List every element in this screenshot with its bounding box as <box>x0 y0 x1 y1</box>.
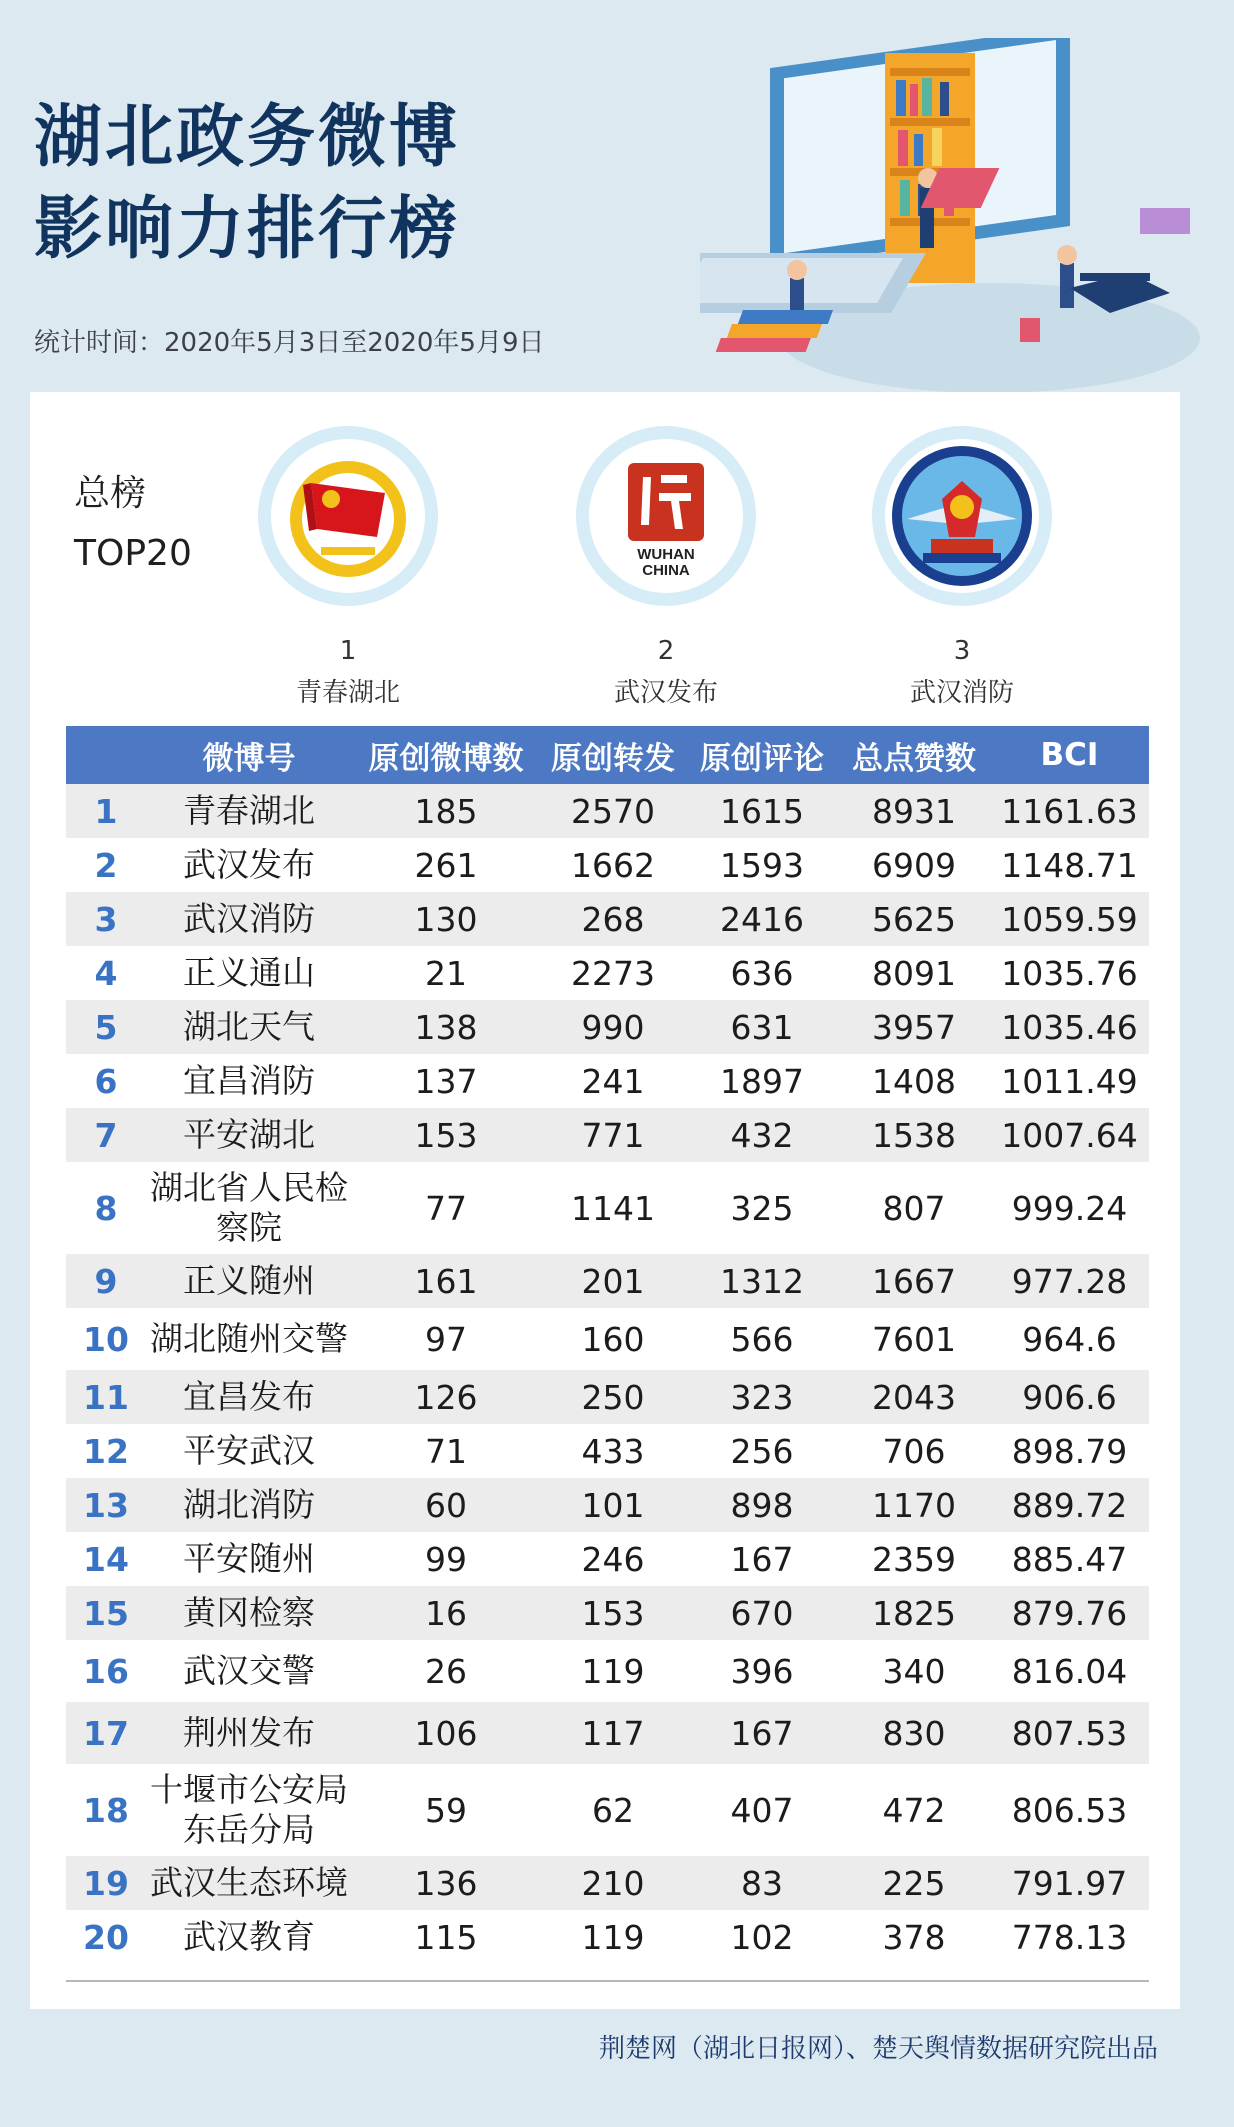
bci-cell: 964.6 <box>1022 1319 1117 1359</box>
logo-ring <box>872 426 1052 606</box>
bci-cell: 885.47 <box>1011 1539 1128 1579</box>
original-reposts-cell: 201 <box>581 1261 645 1301</box>
col-header-total-likes: 总点赞数 <box>852 740 976 777</box>
original-posts-cell: 16 <box>425 1593 467 1633</box>
account-name-cell: 平安湖北 <box>183 1115 315 1154</box>
original-comments-cell: 1593 <box>720 845 804 885</box>
original-comments-cell: 167 <box>730 1539 794 1579</box>
original-comments-cell: 566 <box>730 1319 794 1359</box>
account-name-cell: 湖北天气 <box>183 1007 315 1046</box>
original-comments-cell: 1312 <box>720 1261 804 1301</box>
total-likes-cell: 378 <box>882 1917 946 1957</box>
original-reposts-cell: 160 <box>581 1319 645 1359</box>
table-row <box>66 1586 1149 1640</box>
bci-cell: 1007.64 <box>1001 1115 1138 1155</box>
table-row <box>66 1640 1149 1702</box>
top3-name: 青春湖北 <box>295 678 400 708</box>
table-row <box>66 784 1149 838</box>
total-likes-cell: 2043 <box>872 1377 956 1417</box>
account-name-cell: 武汉发布 <box>183 845 315 884</box>
original-reposts-cell: 2570 <box>571 791 655 831</box>
bci-cell: 806.53 <box>1011 1790 1128 1830</box>
table-row <box>66 946 1149 1000</box>
original-comments-cell: 396 <box>730 1651 794 1691</box>
original-comments-cell: 1615 <box>720 791 804 831</box>
table-row <box>66 1108 1149 1162</box>
account-name-cell: 湖北消防 <box>183 1485 315 1524</box>
account-name-cell: 正义随州 <box>183 1261 315 1300</box>
rank-cell: 5 <box>94 1007 118 1047</box>
total-likes-cell: 1667 <box>872 1261 956 1301</box>
original-posts-cell: 261 <box>414 845 478 885</box>
top3-rank: 1 <box>339 636 357 666</box>
original-comments-cell: 102 <box>730 1917 794 1957</box>
rank-cell: 2 <box>94 845 118 885</box>
rank-cell: 14 <box>83 1539 129 1579</box>
table-row <box>66 1532 1149 1586</box>
title-line-2: 影响力排行榜 <box>34 190 461 269</box>
overall-label-line1: 总榜 <box>74 473 147 514</box>
total-likes-cell: 3957 <box>872 1007 956 1047</box>
total-likes-cell: 1408 <box>872 1061 956 1101</box>
total-likes-cell: 1825 <box>872 1593 956 1633</box>
original-posts-cell: 153 <box>414 1115 478 1155</box>
china-text: CHINA <box>642 562 690 579</box>
original-comments-cell: 432 <box>730 1115 794 1155</box>
rank-cell: 3 <box>94 899 118 939</box>
wuhan-text: WUHAN <box>637 546 695 563</box>
overall-label-line2: TOP20 <box>74 533 192 574</box>
account-name-cell: 湖北省人民检 察院 <box>150 1168 348 1247</box>
account-name-cell: 宜昌消防 <box>183 1061 315 1100</box>
original-posts-cell: 130 <box>414 899 478 939</box>
table-header-row <box>66 726 1149 784</box>
top3-item-2 <box>566 426 766 709</box>
original-posts-cell: 59 <box>425 1790 467 1830</box>
account-name-cell: 平安随州 <box>183 1539 315 1578</box>
table-row <box>66 1424 1149 1478</box>
rank-cell: 12 <box>83 1431 129 1471</box>
library-illustration-image <box>700 38 1210 418</box>
account-name-cell: 宜昌发布 <box>183 1377 315 1416</box>
original-reposts-cell: 433 <box>581 1431 645 1471</box>
original-posts-cell: 161 <box>414 1261 478 1301</box>
original-reposts-cell: 250 <box>581 1377 645 1417</box>
bci-cell: 999.24 <box>1011 1188 1128 1228</box>
original-posts-cell: 115 <box>414 1917 478 1957</box>
top3-rank: 2 <box>657 636 675 666</box>
col-header-account: 微博号 <box>202 740 296 777</box>
rank-cell: 13 <box>83 1485 129 1525</box>
rank-cell: 19 <box>83 1863 129 1903</box>
table-row <box>66 1478 1149 1532</box>
original-reposts-cell: 1662 <box>571 845 655 885</box>
original-posts-cell: 137 <box>414 1061 478 1101</box>
bci-cell: 898.79 <box>1011 1431 1128 1471</box>
original-posts-cell: 60 <box>425 1485 467 1525</box>
original-reposts-cell: 246 <box>581 1539 645 1579</box>
bci-cell: 1035.46 <box>1001 1007 1138 1047</box>
col-header-rank <box>66 726 146 784</box>
original-posts-cell: 97 <box>425 1319 467 1359</box>
col-header-original-posts: 原创微博数 <box>368 740 524 777</box>
account-name-cell: 武汉消防 <box>183 899 315 938</box>
original-posts-cell: 26 <box>425 1651 467 1691</box>
col-header-original-reposts: 原创转发 <box>551 740 675 777</box>
total-likes-cell: 2359 <box>872 1539 956 1579</box>
account-name-cell: 正义通山 <box>183 953 315 992</box>
original-posts-cell: 21 <box>425 953 467 993</box>
original-posts-cell: 71 <box>425 1431 467 1471</box>
rank-cell: 7 <box>94 1115 118 1155</box>
rank-cell: 9 <box>94 1261 118 1301</box>
original-posts-cell: 77 <box>425 1188 467 1228</box>
logo-ring <box>576 426 756 606</box>
account-name-cell: 青春湖北 <box>183 791 315 830</box>
bci-cell: 778.13 <box>1011 1917 1128 1957</box>
original-reposts-cell: 268 <box>581 899 645 939</box>
ranking-table <box>66 726 1149 1964</box>
original-reposts-cell: 153 <box>581 1593 645 1633</box>
original-comments-cell: 1897 <box>720 1061 804 1101</box>
table-row <box>66 1370 1149 1424</box>
bci-cell: 807.53 <box>1011 1713 1128 1753</box>
original-posts-cell: 138 <box>414 1007 478 1047</box>
original-reposts-cell: 119 <box>581 1651 645 1691</box>
rank-cell: 6 <box>94 1061 118 1101</box>
col-header-bci: BCI <box>1040 737 1099 773</box>
bci-cell: 977.28 <box>1011 1261 1128 1301</box>
bci-cell: 889.72 <box>1011 1485 1128 1525</box>
rank-cell: 8 <box>94 1188 118 1228</box>
overall-label <box>74 464 192 584</box>
account-name-cell: 荆州发布 <box>183 1713 315 1752</box>
total-likes-cell: 830 <box>882 1713 946 1753</box>
bci-cell: 906.6 <box>1022 1377 1117 1417</box>
footer-credit: 荆楚网（湖北日报网）、楚天舆情数据研究院出品 <box>598 2034 1158 2064</box>
original-comments-cell: 167 <box>730 1713 794 1753</box>
top3-rank: 3 <box>953 636 971 666</box>
bci-cell: 1011.49 <box>1001 1061 1138 1101</box>
original-comments-cell: 323 <box>730 1377 794 1417</box>
original-comments-cell: 631 <box>730 1007 794 1047</box>
original-comments-cell: 2416 <box>720 899 804 939</box>
original-reposts-cell: 771 <box>581 1115 645 1155</box>
total-likes-cell: 8931 <box>872 791 956 831</box>
original-comments-cell: 325 <box>730 1188 794 1228</box>
rank-cell: 15 <box>83 1593 129 1633</box>
account-name-cell: 武汉教育 <box>183 1917 315 1956</box>
table-row <box>66 1910 1149 1964</box>
original-reposts-cell: 117 <box>581 1713 645 1753</box>
bci-cell: 1161.63 <box>1001 791 1138 831</box>
original-posts-cell: 136 <box>414 1863 478 1903</box>
bci-cell: 816.04 <box>1011 1651 1128 1691</box>
table-row <box>66 1856 1149 1910</box>
table-row <box>66 1254 1149 1308</box>
total-likes-cell: 1538 <box>872 1115 956 1155</box>
col-header-original-comments: 原创评论 <box>700 740 824 777</box>
original-reposts-cell: 101 <box>581 1485 645 1525</box>
total-likes-cell: 807 <box>882 1188 946 1228</box>
total-likes-cell: 5625 <box>872 899 956 939</box>
original-posts-cell: 106 <box>414 1713 478 1753</box>
total-likes-cell: 8091 <box>872 953 956 993</box>
account-name-cell: 十堰市公安局 东岳分局 <box>150 1770 348 1849</box>
top3-name: 武汉发布 <box>613 678 718 708</box>
table-row <box>66 1000 1149 1054</box>
original-reposts-cell: 1141 <box>571 1188 655 1228</box>
rank-cell: 4 <box>94 953 118 993</box>
original-posts-cell: 99 <box>425 1539 467 1579</box>
title-line-1: 湖北政务微博 <box>34 98 461 177</box>
rank-cell: 10 <box>83 1319 129 1359</box>
logo-ring <box>258 426 438 606</box>
rank-cell: 16 <box>83 1651 129 1691</box>
rank-cell: 18 <box>83 1790 129 1830</box>
top3-name: 武汉消防 <box>909 678 1014 708</box>
page-title <box>34 92 460 276</box>
total-likes-cell: 706 <box>882 1431 946 1471</box>
original-comments-cell: 83 <box>741 1863 783 1903</box>
bci-cell: 791.97 <box>1011 1863 1128 1903</box>
original-reposts-cell: 2273 <box>571 953 655 993</box>
rank-cell: 1 <box>94 791 118 831</box>
original-comments-cell: 670 <box>730 1593 794 1633</box>
total-likes-cell: 472 <box>882 1790 946 1830</box>
original-posts-cell: 126 <box>414 1377 478 1417</box>
bci-cell: 1148.71 <box>1001 845 1138 885</box>
original-comments-cell: 636 <box>730 953 794 993</box>
account-name-cell: 武汉交警 <box>183 1651 315 1690</box>
top3-item-1 <box>248 426 448 709</box>
original-reposts-cell: 62 <box>592 1790 634 1830</box>
youth-league-logo-image <box>271 439 425 593</box>
table-row <box>66 1702 1149 1764</box>
rank-cell: 20 <box>83 1917 129 1957</box>
total-likes-cell: 1170 <box>872 1485 956 1525</box>
bci-cell: 1035.76 <box>1001 953 1138 993</box>
table-row <box>66 1764 1149 1856</box>
original-reposts-cell: 241 <box>581 1061 645 1101</box>
table-bottom-rule <box>66 1980 1149 1982</box>
total-likes-cell: 6909 <box>872 845 956 885</box>
original-posts-cell: 185 <box>414 791 478 831</box>
top3-item-3 <box>862 426 1062 709</box>
original-comments-cell: 256 <box>730 1431 794 1471</box>
rank-cell: 11 <box>83 1377 129 1417</box>
total-likes-cell: 225 <box>882 1863 946 1903</box>
original-reposts-cell: 990 <box>581 1007 645 1047</box>
original-reposts-cell: 119 <box>581 1917 645 1957</box>
stat-period: 统计时间：2020年5月3日至2020年5月9日 <box>34 328 545 358</box>
table-row <box>66 892 1149 946</box>
table-row <box>66 1054 1149 1108</box>
original-comments-cell: 407 <box>730 1790 794 1830</box>
table-row <box>66 838 1149 892</box>
ranking-card <box>30 392 1180 2009</box>
total-likes-cell: 7601 <box>872 1319 956 1359</box>
total-likes-cell: 340 <box>882 1651 946 1691</box>
table-row <box>66 1162 1149 1254</box>
account-name-cell: 武汉生态环境 <box>150 1863 348 1902</box>
table-row <box>66 1308 1149 1370</box>
rank-cell: 17 <box>83 1713 129 1753</box>
account-name-cell: 黄冈检察 <box>183 1593 315 1632</box>
wuhan-release-logo-image <box>589 439 743 593</box>
original-reposts-cell: 210 <box>581 1863 645 1903</box>
bci-cell: 879.76 <box>1011 1593 1128 1633</box>
wuhan-fire-logo-image <box>885 439 1039 593</box>
bci-cell: 1059.59 <box>1001 899 1138 939</box>
account-name-cell: 平安武汉 <box>183 1431 315 1470</box>
account-name-cell: 湖北随州交警 <box>150 1319 348 1358</box>
original-comments-cell: 898 <box>730 1485 794 1525</box>
